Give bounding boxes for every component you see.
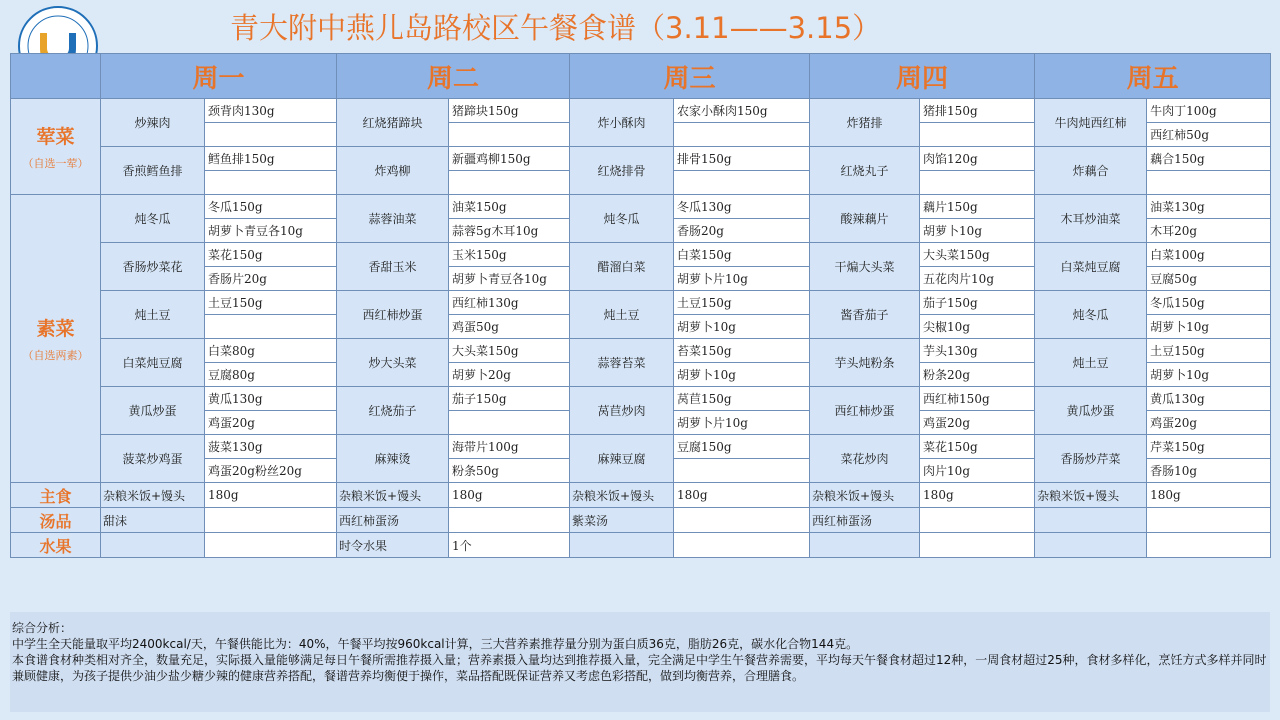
day-header: 周四 [810, 54, 1035, 99]
dish-name: 牛肉炖西红柿 [1035, 99, 1147, 147]
ingredient: 180g [1147, 483, 1271, 508]
dish-name: 醋溜白菜 [570, 243, 674, 291]
ingredient: 藕合150g [1147, 147, 1271, 171]
ingredient: 芋头130g [920, 339, 1035, 363]
dish-name: 莴苣炒肉 [570, 387, 674, 435]
ingredient: 180g [674, 483, 810, 508]
ingredient: 鸡蛋20g [920, 411, 1035, 435]
ingredient: 油菜130g [1147, 195, 1271, 219]
dish-name: 香甜玉米 [337, 243, 449, 291]
ingredient: 大头菜150g [449, 339, 570, 363]
ingredient: 土豆150g [1147, 339, 1271, 363]
ingredient: 豆腐150g [674, 435, 810, 459]
ingredient [449, 508, 570, 533]
ingredient: 鸡蛋50g [449, 315, 570, 339]
category-veg [11, 195, 101, 483]
ingredient: 五花肉片10g [920, 267, 1035, 291]
ingredient: 冬瓜150g [205, 195, 337, 219]
ingredient [920, 123, 1035, 147]
dish-name [1035, 508, 1147, 533]
category-title: 素菜 [36, 318, 75, 340]
dish-name: 麻辣豆腐 [570, 435, 674, 483]
dish-name: 红烧茄子 [337, 387, 449, 435]
ingredient: 白菜80g [205, 339, 337, 363]
ingredient [674, 459, 810, 483]
ingredient [674, 123, 810, 147]
ingredient: 豆腐80g [205, 363, 337, 387]
ingredient: 菠菜130g [205, 435, 337, 459]
dish-name: 时令水果 [337, 533, 449, 558]
day-header: 周一 [101, 54, 337, 99]
dish-name: 炖冬瓜 [101, 195, 205, 243]
ingredient: 牛肉丁100g [1147, 99, 1271, 123]
dish-name: 白菜炖豆腐 [101, 339, 205, 387]
ingredient: 排骨150g [674, 147, 810, 171]
dish-name: 杂粮米饭+馒头 [810, 483, 920, 508]
ingredient: 颈背肉130g [205, 99, 337, 123]
analysis-line-1: 中学生全天能量取平均2400kcal/天，午餐供能比为：40%，午餐平均按960kcal计算，三大营养素推荐量分别为蛋白质36克，脂肪26克，碳水化合物144克。 [12, 637, 859, 651]
header-corner [11, 54, 101, 99]
dish-name: 香煎鳕鱼排 [101, 147, 205, 195]
ingredient: 鸡蛋20g [1147, 411, 1271, 435]
ingredient: 胡萝卜青豆各10g [205, 219, 337, 243]
ingredient: 黄瓜130g [205, 387, 337, 411]
ingredient [205, 315, 337, 339]
ingredient [674, 533, 810, 558]
ingredient [1147, 533, 1271, 558]
dish-name: 干煸大头菜 [810, 243, 920, 291]
ingredient [205, 123, 337, 147]
dish-name: 黄瓜炒蛋 [101, 387, 205, 435]
menu-table [10, 53, 1271, 558]
category-title: 荤菜 [36, 126, 75, 148]
dish-name: 西红柿蛋汤 [810, 508, 920, 533]
dish-name: 蒜蓉苔菜 [570, 339, 674, 387]
dish-name: 炖冬瓜 [570, 195, 674, 243]
ingredient: 胡萝卜10g [1147, 363, 1271, 387]
day-header: 周五 [1035, 54, 1271, 99]
ingredient: 肉片10g [920, 459, 1035, 483]
ingredient: 玉米150g [449, 243, 570, 267]
dish-name: 杂粮米饭+馒头 [101, 483, 205, 508]
ingredient: 西红柿150g [920, 387, 1035, 411]
analysis-box [10, 612, 1270, 712]
ingredient: 冬瓜150g [1147, 291, 1271, 315]
dish-name: 炖土豆 [101, 291, 205, 339]
ingredient: 农家小酥肉150g [674, 99, 810, 123]
dish-name: 菠菜炒鸡蛋 [101, 435, 205, 483]
dish-name: 炖冬瓜 [1035, 291, 1147, 339]
dish-name: 木耳炒油菜 [1035, 195, 1147, 243]
ingredient [205, 533, 337, 558]
ingredient [449, 171, 570, 195]
ingredient [449, 123, 570, 147]
dish-name: 甜沫 [101, 508, 205, 533]
dish-name: 炒辣肉 [101, 99, 205, 147]
dish-name [810, 533, 920, 558]
ingredient: 香肠片20g [205, 267, 337, 291]
dish-name: 杂粮米饭+馒头 [337, 483, 449, 508]
ingredient [449, 411, 570, 435]
ingredient [1147, 508, 1271, 533]
ingredient: 粉条20g [920, 363, 1035, 387]
dish-name: 杂粮米饭+馒头 [570, 483, 674, 508]
ingredient: 土豆150g [674, 291, 810, 315]
ingredient: 胡萝卜10g [674, 315, 810, 339]
ingredient: 胡萝卜20g [449, 363, 570, 387]
dish-name: 香肠炒菜花 [101, 243, 205, 291]
day-header: 周二 [337, 54, 570, 99]
category-meat [11, 99, 101, 195]
ingredient: 180g [920, 483, 1035, 508]
ingredient: 鸡蛋20g粉丝20g [205, 459, 337, 483]
ingredient [920, 171, 1035, 195]
dish-name: 麻辣烫 [337, 435, 449, 483]
ingredient: 胡萝卜片10g [674, 267, 810, 291]
ingredient: 新疆鸡柳150g [449, 147, 570, 171]
analysis-line-2: 本食谱食材种类相对齐全，数量充足，实际摄入量能够满足每日午餐所需推荐摄入量；营养素摄入量均达到推荐摄入量，完全满足中学生午餐营养需要，平均每天午餐食材超过12种，一周食材超过25种，食材多样化，烹饪方式多样并同时兼顾健康，为孩子提供少油少盐少糖少辣的健康营养搭配，餐谱营养均衡便于操作，菜品搭配既保证营养又考虑色彩搭配，做到均衡营养，合理膳食。 [12, 653, 1267, 683]
ingredient: 藕片150g [920, 195, 1035, 219]
ingredient [1147, 171, 1271, 195]
dish-name: 紫菜汤 [570, 508, 674, 533]
ingredient: 菜花150g [205, 243, 337, 267]
ingredient: 苔菜150g [674, 339, 810, 363]
category-staple: 主食 [11, 483, 101, 508]
ingredient: 海带片100g [449, 435, 570, 459]
ingredient: 莴苣150g [674, 387, 810, 411]
dish-name: 西红柿炒蛋 [810, 387, 920, 435]
ingredient: 西红柿50g [1147, 123, 1271, 147]
dish-name: 杂粮米饭+馒头 [1035, 483, 1147, 508]
ingredient: 黄瓜130g [1147, 387, 1271, 411]
dish-name: 炸鸡柳 [337, 147, 449, 195]
dish-name: 炖土豆 [570, 291, 674, 339]
category-soup: 汤品 [11, 508, 101, 533]
ingredient: 大头菜150g [920, 243, 1035, 267]
ingredient [920, 508, 1035, 533]
dish-name: 炖土豆 [1035, 339, 1147, 387]
ingredient: 西红柿130g [449, 291, 570, 315]
dish-name: 酸辣藕片 [810, 195, 920, 243]
ingredient: 鳕鱼排150g [205, 147, 337, 171]
ingredient: 胡萝卜10g [920, 219, 1035, 243]
analysis-heading: 综合分析： [12, 621, 73, 635]
dish-name [570, 533, 674, 558]
dish-name: 西红柿蛋汤 [337, 508, 449, 533]
category-note: （自选两素） [22, 349, 89, 362]
ingredient: 茄子150g [920, 291, 1035, 315]
dish-name: 炸猪排 [810, 99, 920, 147]
ingredient: 白菜100g [1147, 243, 1271, 267]
ingredient: 茄子150g [449, 387, 570, 411]
dish-name: 蒜蓉油菜 [337, 195, 449, 243]
ingredient: 菜花150g [920, 435, 1035, 459]
ingredient: 鸡蛋20g [205, 411, 337, 435]
dish-name: 酱香茄子 [810, 291, 920, 339]
dish-name: 红烧排骨 [570, 147, 674, 195]
dish-name: 红烧丸子 [810, 147, 920, 195]
ingredient: 豆腐50g [1147, 267, 1271, 291]
ingredient: 粉条50g [449, 459, 570, 483]
dish-name: 西红柿炒蛋 [337, 291, 449, 339]
ingredient: 香肠20g [674, 219, 810, 243]
dish-name: 炸小酥肉 [570, 99, 674, 147]
ingredient [205, 171, 337, 195]
dish-name: 香肠炒芹菜 [1035, 435, 1147, 483]
dish-name: 炒大头菜 [337, 339, 449, 387]
dish-name [1035, 533, 1147, 558]
ingredient: 1个 [449, 533, 570, 558]
dish-name: 菜花炒肉 [810, 435, 920, 483]
day-header: 周三 [570, 54, 810, 99]
ingredient: 芹菜150g [1147, 435, 1271, 459]
dish-name: 炸藕合 [1035, 147, 1147, 195]
ingredient: 木耳20g [1147, 219, 1271, 243]
category-fruit: 水果 [11, 533, 101, 558]
ingredient: 白菜150g [674, 243, 810, 267]
ingredient: 油菜150g [449, 195, 570, 219]
ingredient: 尖椒10g [920, 315, 1035, 339]
dish-name [101, 533, 205, 558]
ingredient [205, 508, 337, 533]
ingredient: 180g [449, 483, 570, 508]
dish-name: 黄瓜炒蛋 [1035, 387, 1147, 435]
ingredient: 香肠10g [1147, 459, 1271, 483]
dish-name: 白菜炖豆腐 [1035, 243, 1147, 291]
ingredient [674, 508, 810, 533]
ingredient: 土豆150g [205, 291, 337, 315]
ingredient: 猪排150g [920, 99, 1035, 123]
ingredient: 胡萝卜片10g [674, 411, 810, 435]
ingredient: 180g [205, 483, 337, 508]
category-note: （自选一荤） [22, 157, 89, 170]
ingredient [674, 171, 810, 195]
dish-name: 芋头炖粉条 [810, 339, 920, 387]
page-title: 青大附中燕儿岛路校区午餐食谱（3.11——3.15） [230, 11, 882, 45]
ingredient: 胡萝卜10g [1147, 315, 1271, 339]
dish-name: 红烧猪蹄块 [337, 99, 449, 147]
ingredient: 肉馅120g [920, 147, 1035, 171]
ingredient: 胡萝卜10g [674, 363, 810, 387]
ingredient: 蒜蓉5g木耳10g [449, 219, 570, 243]
ingredient: 胡萝卜青豆各10g [449, 267, 570, 291]
ingredient: 猪蹄块150g [449, 99, 570, 123]
ingredient: 冬瓜130g [674, 195, 810, 219]
ingredient [920, 533, 1035, 558]
